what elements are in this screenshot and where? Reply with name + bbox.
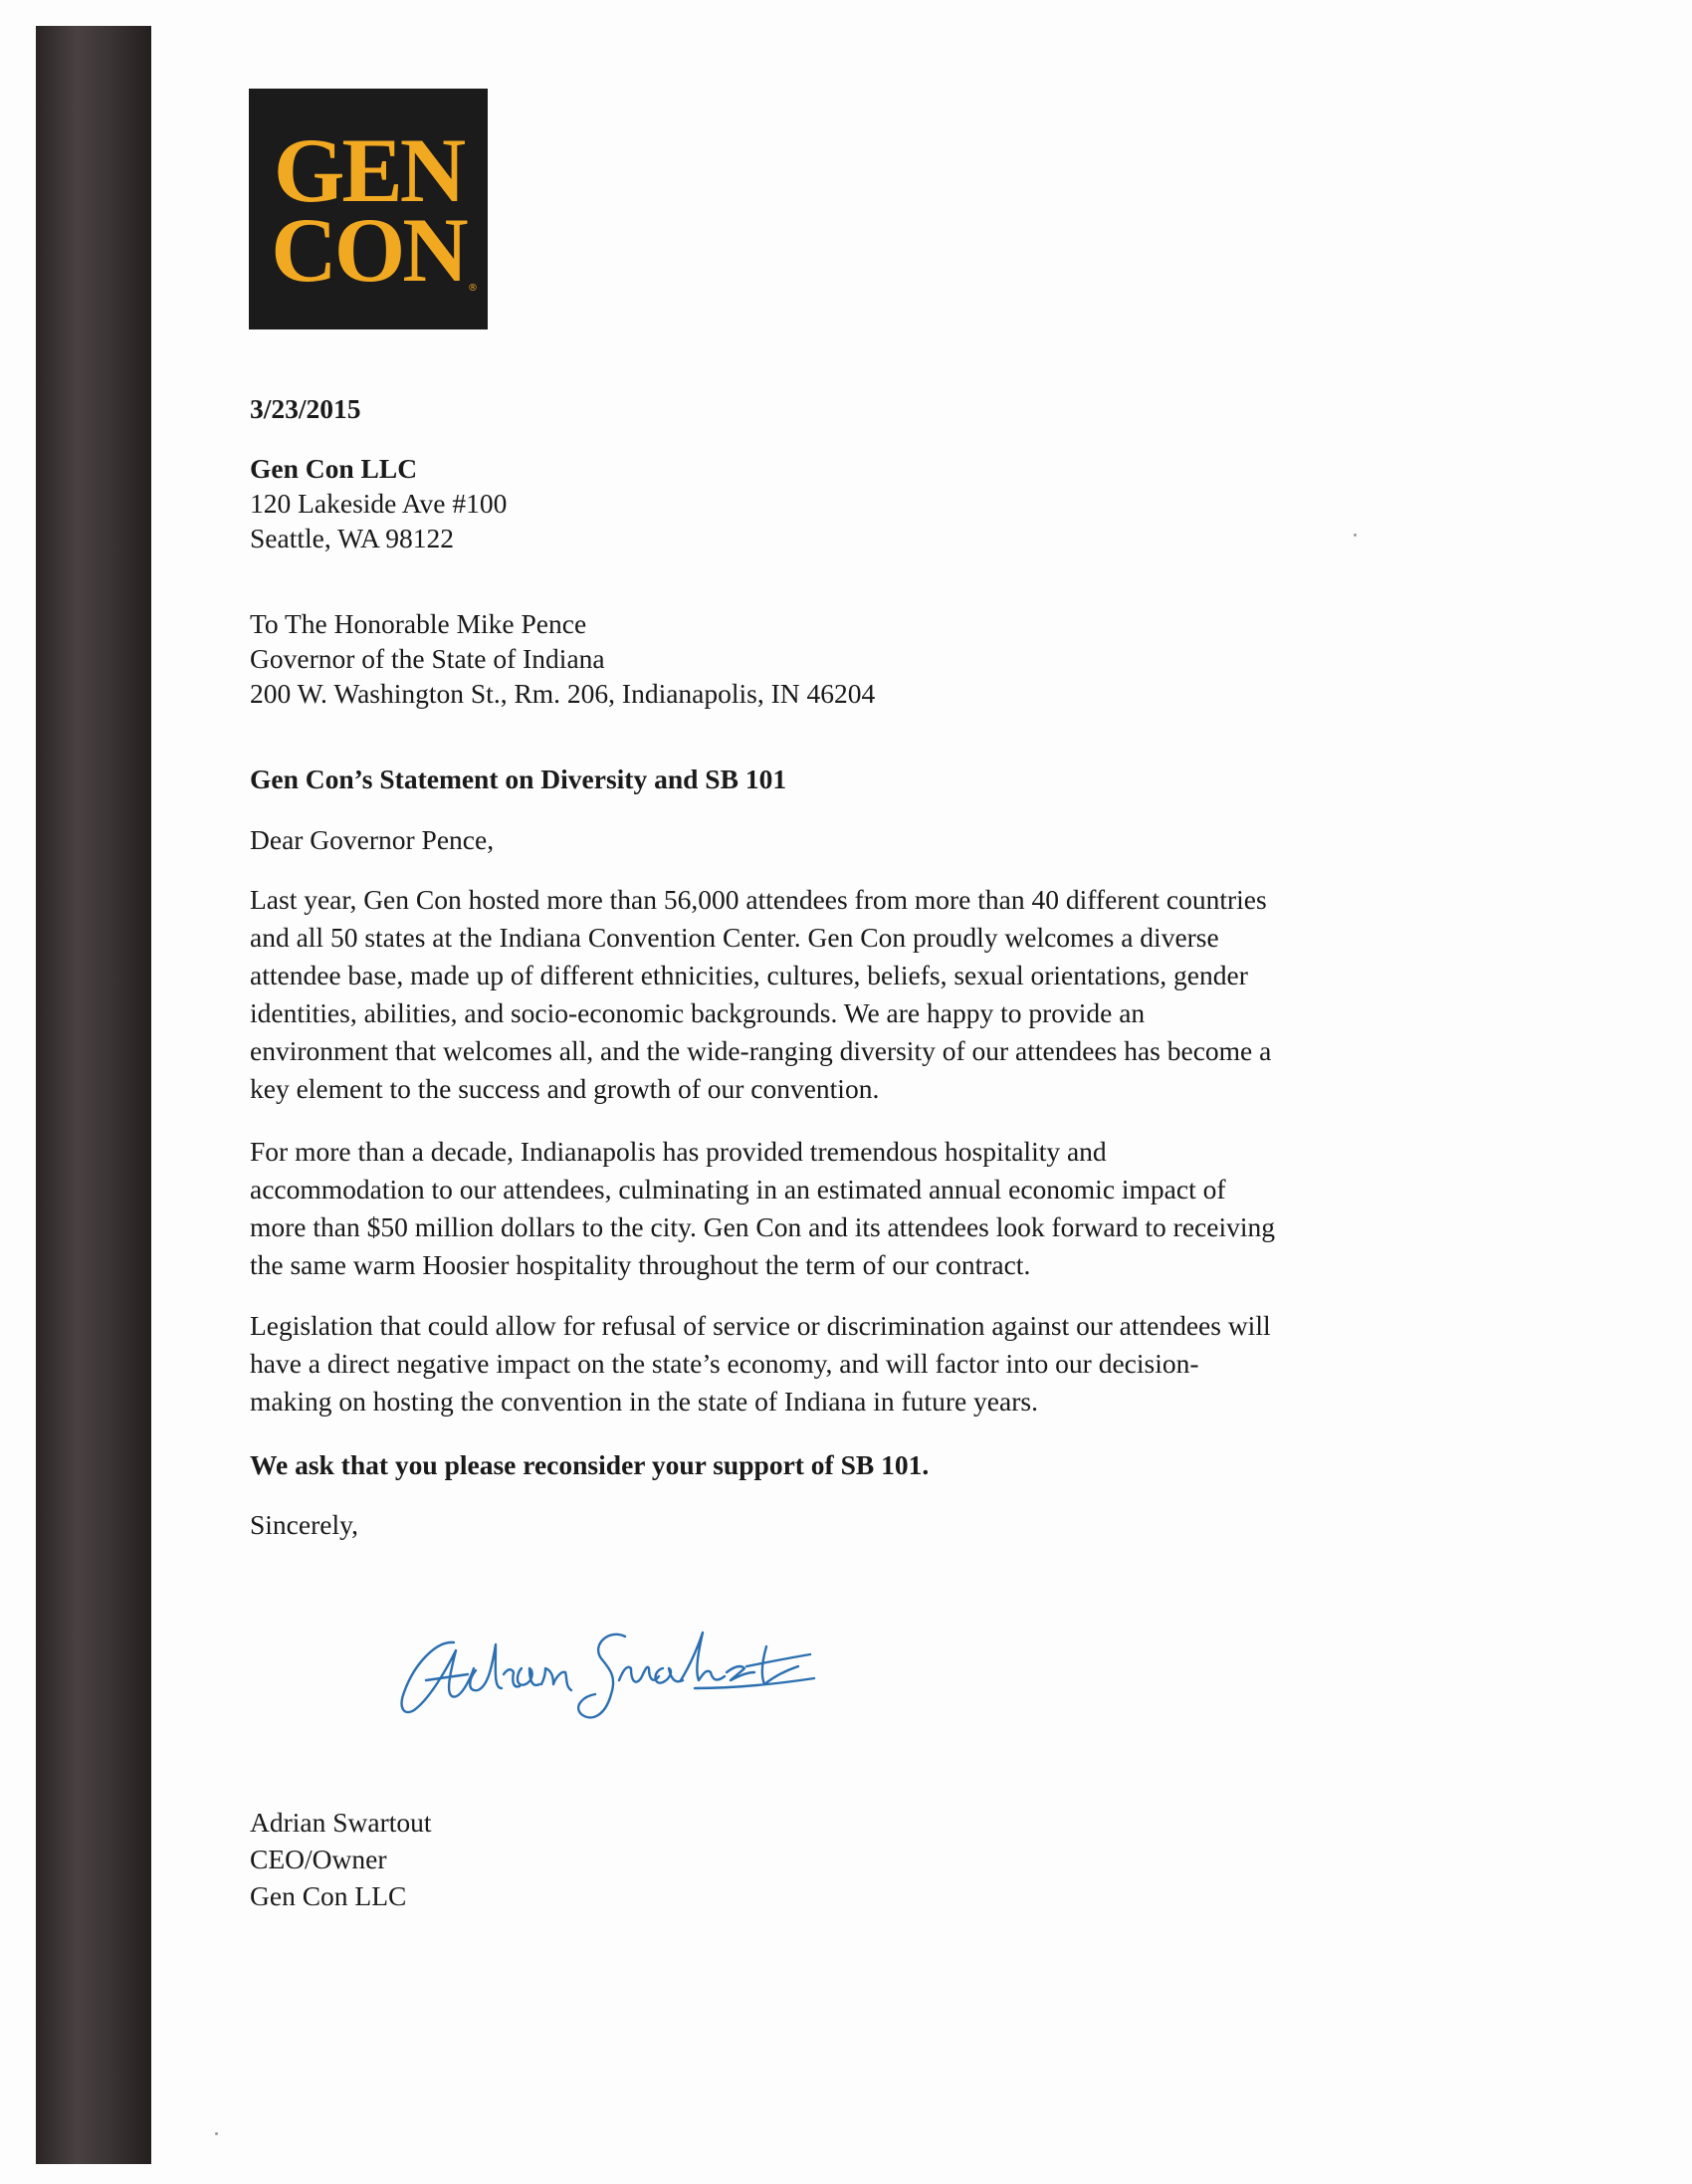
scan-edge-bar	[36, 26, 151, 2164]
paragraph-line: the same warm Hoosier hospitality throughout the term of our contract.	[250, 1249, 1031, 1280]
paragraph-line: attendee base, made up of different ethnicities, cultures, beliefs, sexual orientations, gender	[250, 960, 1248, 990]
paragraph-line: and all 50 states at the Indiana Convention Center. Gen Con proudly welcomes a diverse	[250, 922, 1219, 953]
letter-subject: Gen Con’s Statement on Diversity and SB 101	[250, 764, 787, 794]
paragraph-line: more than $50 million dollars to the city. Gen Con and its attendees look forward to receiving	[250, 1211, 1275, 1242]
recipient-line3: 200 W. Washington St., Rm. 206, Indianapolis, IN 46204	[250, 678, 876, 709]
signatory-name: Adrian Swartout	[250, 1807, 432, 1838]
paragraph-line: have a direct negative impact on the state’s economy, and will factor into our decision-	[250, 1348, 1199, 1379]
paragraph-legislation	[250, 1307, 1404, 1420]
logo-line-con: CON	[271, 199, 466, 301]
registered-mark: ®	[468, 283, 478, 294]
closing: Sincerely,	[250, 1509, 358, 1540]
sender-name: Gen Con LLC	[250, 453, 418, 484]
paragraph-diversity	[250, 881, 1404, 1108]
paragraph-line: For more than a decade, Indianapolis has provided tremendous hospitality and	[250, 1136, 1107, 1167]
sender-address-line1: 120 Lakeside Ave #100	[250, 488, 508, 519]
signatory-company: Gen Con LLC	[250, 1880, 407, 1911]
recipient-line2: Governor of the State of Indiana	[250, 643, 605, 674]
paragraph-line: making on hosting the convention in the state of Indiana in future years.	[250, 1386, 1038, 1417]
paragraph-line: key element to the success and growth of our convention.	[250, 1073, 880, 1104]
paragraph-line: Legislation that could allow for refusal of service or discrimination against our attendees will	[250, 1310, 1271, 1341]
recipient-line1: To The Honorable Mike Pence	[250, 608, 587, 639]
sender-address-line2: Seattle, WA 98122	[250, 523, 454, 553]
logo-line-gen: GEN	[273, 119, 464, 221]
paragraph-line: environment that welcomes all, and the wide-ranging diversity of our attendees has become a	[250, 1035, 1272, 1066]
paragraph-line: Last year, Gen Con hosted more than 56,000 attendees from more than 40 different countries	[250, 884, 1267, 915]
paragraph-line: identities, abilities, and socio-economic backgrounds. We are happy to provide an	[250, 997, 1146, 1028]
salutation: Dear Governor Pence,	[250, 824, 495, 855]
paragraph-hospitality	[250, 1133, 1404, 1284]
letter-date: 3/23/2015	[250, 393, 361, 424]
paragraph-line: accommodation to our attendees, culminating in an estimated annual economic impact of	[250, 1174, 1226, 1204]
scan-speck	[1354, 534, 1357, 537]
signatory-title: CEO/Owner	[250, 1844, 387, 1874]
handwritten-signature	[396, 1585, 834, 1734]
gen-con-logo	[249, 89, 488, 329]
scan-speck	[215, 2132, 218, 2135]
request-statement: We ask that you please reconsider your support of SB 101.	[250, 1449, 930, 1480]
